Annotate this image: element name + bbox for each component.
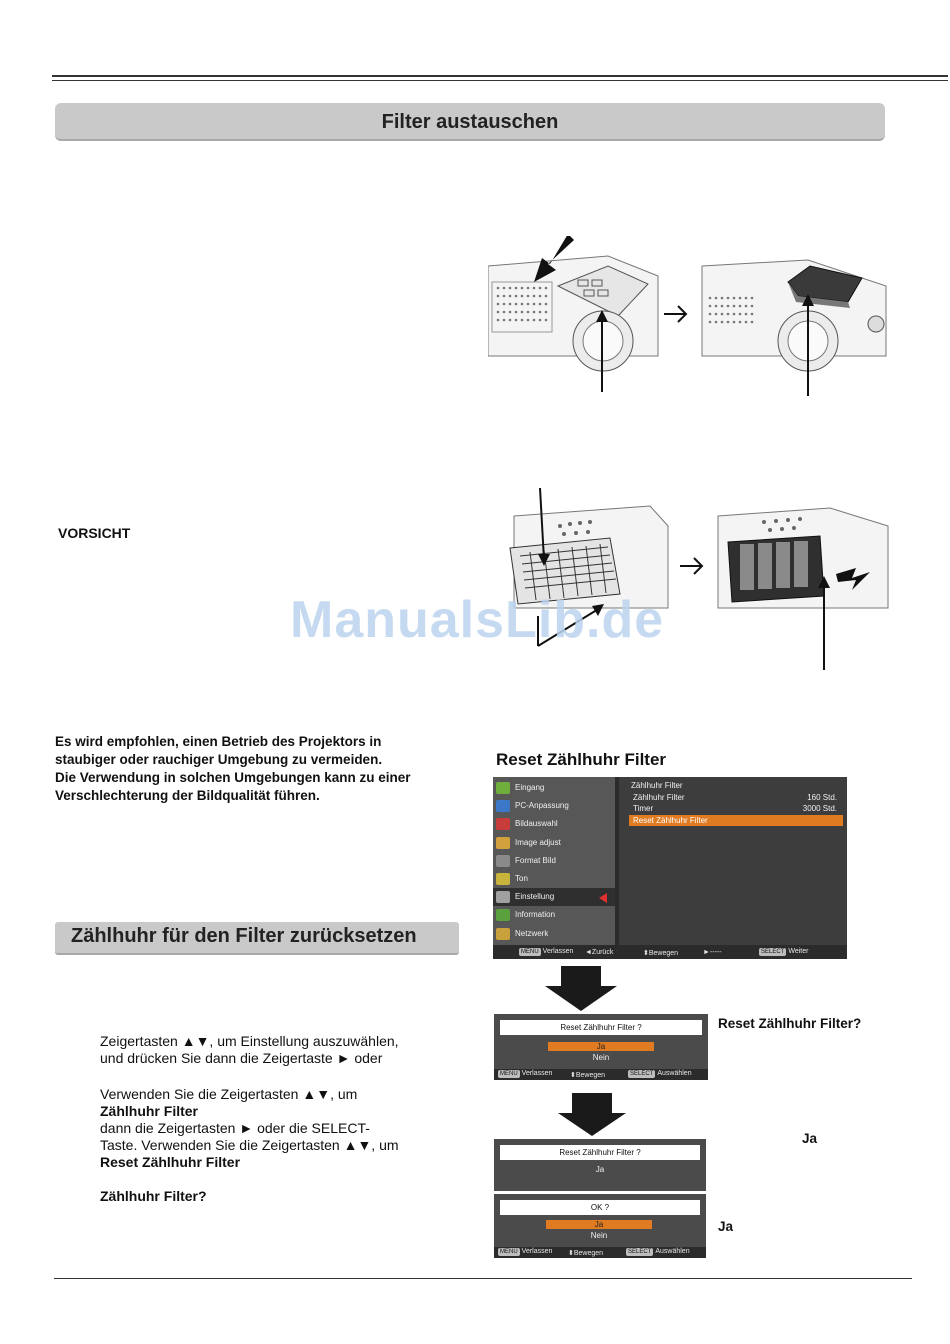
help-text: Verlassen: [521, 1070, 553, 1077]
recommendation-line: Verschlechterung der Bildqualität führen.: [55, 788, 320, 803]
step-line: Taste. Verwenden Sie die Zeigertasten ▲▼, um: [100, 1137, 399, 1153]
section-title: Filter austauschen: [381, 111, 559, 133]
osd-row-value: 3000 Std.: [802, 804, 837, 813]
confirm-dialog-2: [494, 1139, 706, 1191]
caution-label: VORSICHT: [58, 525, 131, 541]
osd-row-label: Zählhuhr Filter: [633, 793, 685, 802]
projector-side-right-icon: [718, 508, 888, 670]
step-line: Verwenden Sie die Zeigertasten ▲▼, um: [100, 1086, 358, 1102]
dialog-help-bar: [494, 1069, 708, 1080]
menu-item-icon: [496, 909, 510, 921]
dialog-option-yes[interactable]: Ja: [548, 1042, 654, 1051]
select-key-icon: SELECT: [628, 1249, 652, 1255]
osd-row-label: Timer: [633, 804, 654, 813]
menu-item-label: Format Bild: [515, 855, 556, 865]
osd-row[interactable]: [633, 793, 843, 804]
step-line: Zeigertasten ▲▼, um Einstellung auszuwählen,: [100, 1033, 399, 1049]
menu-item-label: Ton: [515, 874, 528, 883]
projector-left-icon: [488, 236, 658, 392]
menu-item-label: Einstellung: [515, 892, 555, 902]
bottom-rule: [54, 1278, 912, 1279]
menu-item-label: Eingang: [515, 783, 545, 792]
osd-menu-item[interactable]: [493, 925, 615, 943]
section-header-reset: [55, 922, 459, 955]
osd-left-panel: [493, 777, 615, 945]
menu-item-label: Netzwerk: [515, 928, 549, 938]
projector-right-icon: [702, 260, 886, 396]
top-rule-thin: [52, 80, 948, 81]
confirm-dialog-1: [494, 1014, 708, 1080]
dialog-title: Reset Zählhuhr Filter ?: [500, 1145, 700, 1160]
osd-row-label: Reset Zählhuhr Filter: [633, 816, 708, 825]
osd-selected-pointer: [599, 893, 607, 903]
side-label-reset-question: Reset Zählhuhr Filter?: [718, 1016, 862, 1031]
osd-row-value: 160 Std.: [807, 793, 837, 802]
osd-help-bar: [493, 946, 847, 959]
watermark: ManualsLib.de: [290, 591, 665, 649]
section-header-filter: [55, 103, 885, 141]
recommendation-line: Es wird empfohlen, einen Betrieb des Projektors in: [55, 734, 382, 749]
menu-item-icon: [496, 782, 510, 794]
dialog-title: Reset Zählhuhr Filter ?: [500, 1020, 702, 1035]
step3-text: Zählhuhr Filter?: [100, 1188, 207, 1204]
top-rule: [52, 75, 948, 77]
recommendation-line: staubiger oder rauchiger Umgebung zu vermeiden.: [55, 752, 383, 767]
help-text: Verlassen: [542, 948, 574, 955]
osd-menu-item[interactable]: [493, 906, 615, 924]
osd-menu-item[interactable]: [493, 779, 615, 797]
down-arrow-icon: [543, 966, 619, 1012]
help-text: Auswählen: [655, 1248, 690, 1255]
section-title: Zählhuhr für den Filter zurücksetzen: [71, 925, 417, 947]
confirm-dialog-3: [494, 1194, 706, 1258]
step1-text: [100, 1033, 450, 1067]
menu-item-icon: [496, 837, 510, 849]
dialog-option-yes[interactable]: Ja: [595, 1165, 605, 1174]
menu-item-icon: [496, 855, 510, 867]
help-text: ►-----: [703, 949, 722, 956]
help-text: Weiter: [788, 948, 809, 955]
menu-item-icon: [496, 891, 510, 903]
menu-item-icon: [496, 818, 510, 830]
help-text: ⬍Bewegen: [643, 950, 679, 957]
select-key-icon: SELECT: [630, 1071, 654, 1077]
help-text: ⬍Bewegen: [570, 1072, 606, 1079]
menu-key-icon: MENU: [500, 1071, 518, 1077]
osd-menu-item[interactable]: [493, 852, 615, 870]
select-key-icon: SELECT: [761, 949, 785, 955]
osd-menu-item[interactable]: [493, 834, 615, 852]
osd-row-selected[interactable]: [629, 815, 843, 826]
menu-key-icon: MENU: [500, 1249, 518, 1255]
osd-right-panel: [619, 777, 847, 945]
menu-item-icon: [496, 873, 510, 885]
step-line: Reset Zählhuhr Filter: [100, 1154, 241, 1170]
menu-item-label: Information: [515, 910, 556, 920]
step-line: Zählhuhr Filter: [100, 1103, 198, 1119]
osd-menu-item[interactable]: [493, 815, 615, 833]
down-arrow-icon: [556, 1093, 628, 1137]
help-text: Auswählen: [657, 1070, 692, 1077]
filter-illustration-top: [488, 236, 898, 396]
osd-heading: Reset Zählhuhr Filter: [496, 750, 667, 769]
menu-item-label: PC-Anpassung: [515, 801, 569, 811]
menu-item-label: Bildauswahl: [515, 819, 558, 829]
side-label-ja: Ja: [718, 1219, 734, 1234]
help-text: ⬍Bewegen: [568, 1250, 604, 1257]
osd-menu-item[interactable]: [493, 888, 615, 906]
osd-right-header: Zählhuhr Filter: [631, 781, 683, 790]
osd-row[interactable]: [633, 804, 843, 815]
osd-menu-item[interactable]: [493, 797, 615, 815]
menu-item-icon: [496, 800, 510, 812]
menu-item-icon: [496, 928, 510, 940]
help-text: ◄Zurück: [585, 949, 614, 956]
help-text: Verlassen: [521, 1248, 553, 1255]
dialog-option-no[interactable]: Nein: [590, 1231, 608, 1240]
dialog-title: OK ?: [500, 1200, 700, 1215]
menu-item-label: Image adjust: [515, 837, 561, 847]
step2-text: [100, 1086, 450, 1171]
recommendation-line: Die Verwendung in solchen Umgebungen kann zu einer: [55, 770, 411, 785]
dialog-option-yes[interactable]: Ja: [546, 1220, 652, 1229]
osd-menu-item[interactable]: [493, 870, 615, 888]
menu-key-icon: MENU: [521, 949, 539, 955]
dialog-help-bar: [494, 1247, 706, 1258]
recommendation-text: [55, 733, 411, 805]
step-line: dann die Zeigertasten ► oder die SELECT-: [100, 1120, 370, 1136]
side-label-ja: Ja: [802, 1131, 818, 1146]
step-line: und drücken Sie dann die Zeigertaste ► oder: [100, 1050, 383, 1066]
osd-menu: [493, 777, 847, 959]
dialog-option-no[interactable]: Nein: [592, 1053, 610, 1062]
